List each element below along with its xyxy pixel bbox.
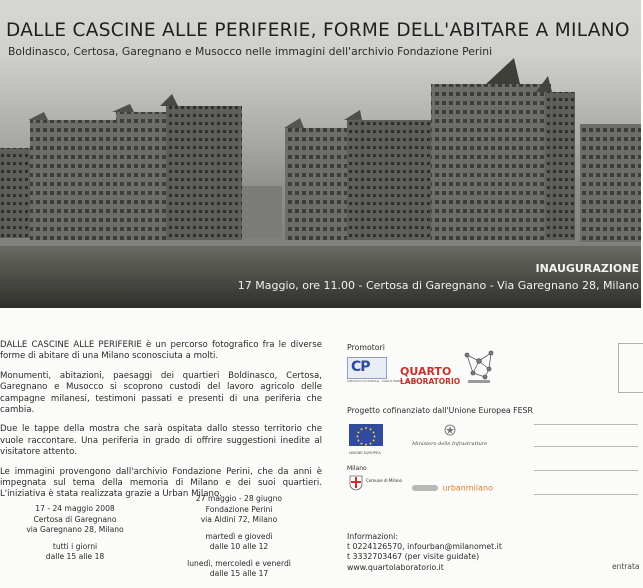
venue-certosa — [10, 504, 140, 563]
intro-paragraph: Due le tappe della mostra che sarà ospitata dallo stesso territorio che vuole raccontare. Una periferia in grado di offrire suggestioni inedite al visitatore attento. — [0, 424, 322, 458]
venue-place: Certosa di Garegnano — [33, 514, 117, 524]
quarto-laboratorio-logo: QUARTO LABORATORIO — [400, 365, 461, 386]
contact-website: www.quartolaboratorio.it — [347, 562, 444, 572]
venue-hours: dalle 15 alle 17 — [209, 569, 269, 578]
contact-phone-guided: t 3332703467 (per visite guidate) — [347, 552, 480, 562]
eu-flag-logo: UNIONE EUROPEA — [349, 424, 385, 456]
venue-fondazione — [176, 494, 302, 580]
address-line — [534, 494, 638, 495]
venue-address: via Aldini 72, Milano — [200, 515, 278, 524]
event-details: 17 Maggio, ore 11.00 - Certosa di Garegnano - Via Garegnano 28, Milano — [237, 279, 639, 292]
inauguration-label: INAUGURAZIONE — [535, 262, 639, 275]
eu-funding-label: Progetto cofinanziato dall'Unione Europea FESR — [347, 406, 533, 415]
stamp-box — [618, 343, 643, 393]
promoters-label: Promotori — [347, 343, 385, 352]
entrata-label: entrata — [612, 562, 640, 571]
comune-caption: Comune di Milano — [366, 478, 402, 483]
venue-dates: 17 - 24 maggio 2008 — [35, 504, 115, 513]
milano-label: Milano — [347, 465, 367, 472]
intro-text — [0, 340, 322, 509]
venue-address: via Garegnano 28, Milano — [26, 525, 124, 534]
intro-paragraph: Le immagini provengono dall'archivio Fondazione Perini, che da anni è impegnata sul tema della memoria di Milano e dei suoi quartieri. L'iniziativa è stata realizzata grazie a Urban Milano. — [0, 466, 322, 500]
address-line — [534, 446, 638, 447]
venue-days: lunedì, mercoledì e venerdì — [187, 558, 291, 568]
venue-dates: 27 maggio - 28 giugno — [195, 494, 283, 503]
cp-logo: CP CIRCOLO CULTURALE · CARLO PERINI · MILANO — [347, 359, 418, 383]
network-logo — [461, 347, 497, 385]
intro-paragraph: Monumenti, abitazioni, paesaggi dei quartieri Boldinasco, Certosa, Garegnano e Musocco si scoprono custodi del lavoro agricolo delle campagne milanesi, testimoni passati e presenti di una periferia che cambia. — [0, 370, 322, 416]
ministry-logo: Ministero delle Infrastrutture — [412, 424, 492, 456]
venue-days: martedì e giovedì — [205, 531, 273, 541]
venue-hours: dalle 15 alle 18 — [45, 552, 105, 561]
address-line — [534, 424, 638, 425]
address-line — [534, 470, 638, 471]
page-subtitle: Boldinasco, Certosa, Garegnano e Musocco nelle immagini dell'archivio Fondazione Perini — [8, 45, 493, 58]
page-title: DALLE CASCINE ALLE PERIFERIE, FORME DELL'ABITARE A MILANO — [6, 20, 630, 41]
foreground-field — [0, 246, 641, 308]
contact-label: Informazioni: — [347, 532, 398, 541]
eu-stars-icon — [349, 424, 383, 446]
venue-days: tutti i giorni — [52, 541, 98, 551]
intro-paragraph: DALLE CASCINE ALLE PERIFERIE è un percorso fotografico fra le diverse forme di abitare di una Milano sconosciuta a molti. — [0, 340, 322, 362]
contact-phone-email: t 0224126570, infourban@milanomet.it — [347, 542, 502, 552]
venue-hours: dalle 10 alle 12 — [209, 542, 269, 551]
venue-place: Fondazione Perini — [205, 504, 273, 514]
contact-info — [347, 532, 502, 573]
milano-coat-of-arms-icon — [349, 475, 363, 491]
italian-emblem-icon — [444, 424, 456, 436]
urbanmilano-logo: urbanmilano — [412, 479, 493, 497]
